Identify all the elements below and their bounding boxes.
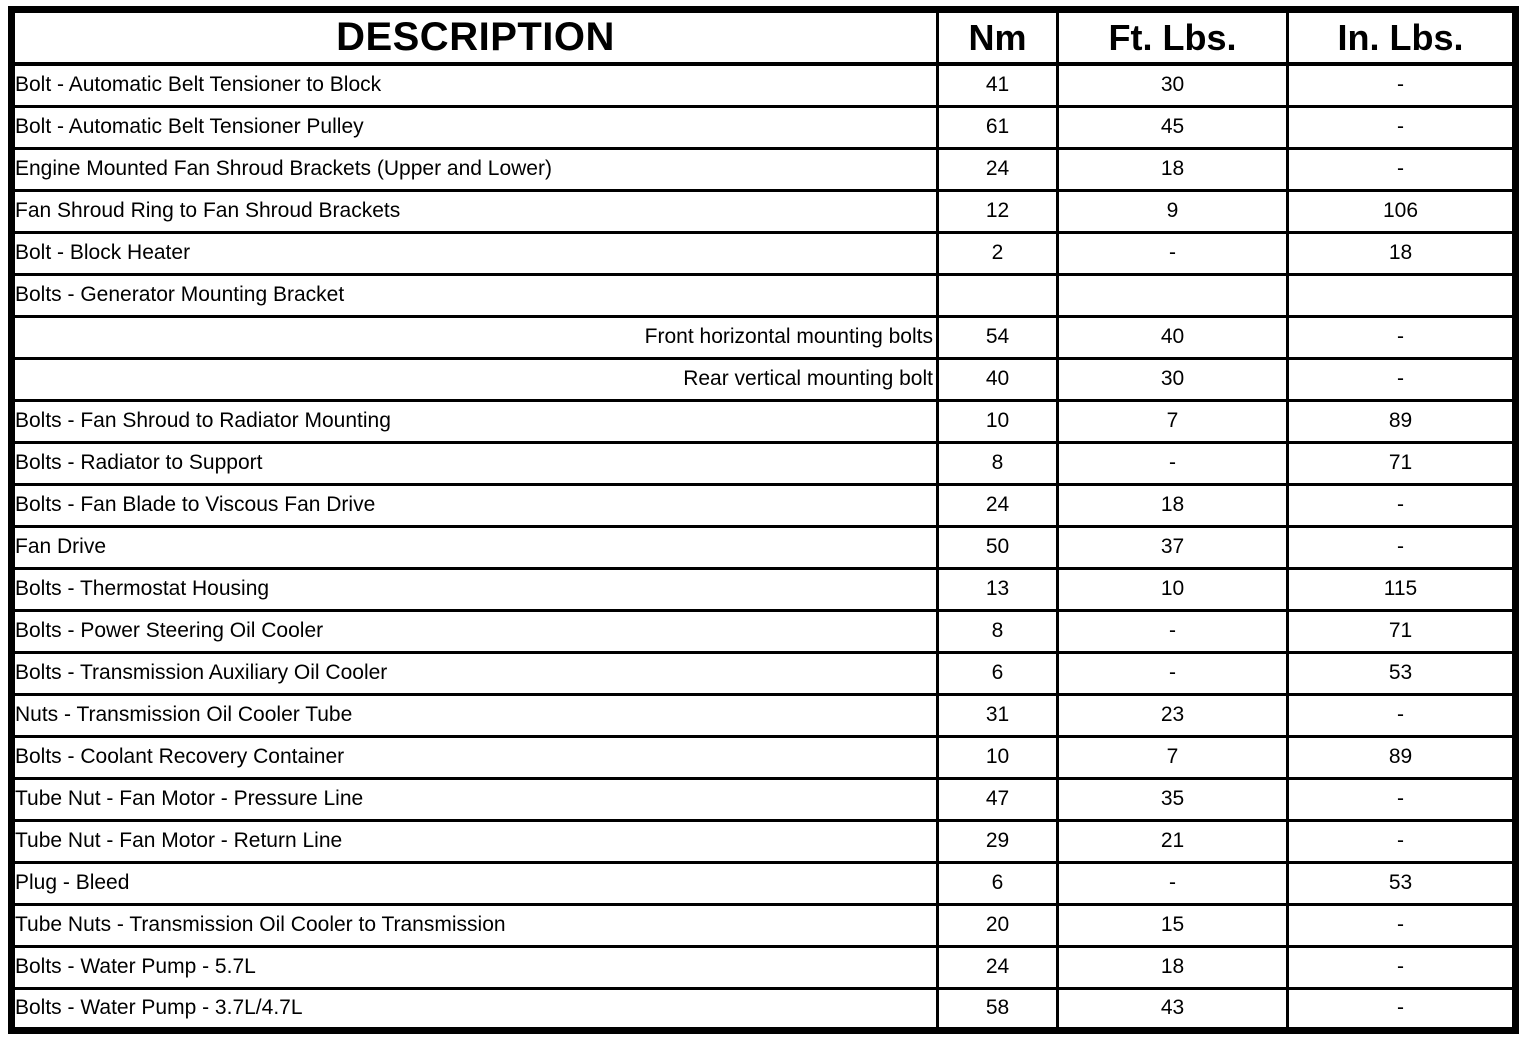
in-lbs-value-cell: - [1288, 778, 1516, 820]
description-cell: Tube Nut - Fan Motor - Pressure Line [12, 778, 938, 820]
nm-value-cell: 8 [938, 610, 1058, 652]
description-cell: Tube Nuts - Transmission Oil Cooler to Transmission [12, 904, 938, 946]
description-cell: Plug - Bleed [12, 862, 938, 904]
table-row [12, 778, 1516, 820]
nm-value-cell: 10 [938, 400, 1058, 442]
in-lbs-value-cell: 89 [1288, 400, 1516, 442]
ft-lbs-value-cell: 40 [1058, 316, 1288, 358]
description-cell: Bolts - Fan Shroud to Radiator Mounting [12, 400, 938, 442]
in-lbs-value-cell: - [1288, 526, 1516, 568]
ft-lbs-value-cell: 30 [1058, 358, 1288, 400]
nm-value-cell: 50 [938, 526, 1058, 568]
ft-lbs-value-cell: 10 [1058, 568, 1288, 610]
nm-value-cell: 24 [938, 148, 1058, 190]
description-cell: Bolts - Water Pump - 3.7L/4.7L [12, 988, 938, 1030]
table-row [12, 358, 1516, 400]
ft-lbs-value-cell: 7 [1058, 400, 1288, 442]
header-in-lbs: In. Lbs. [1288, 10, 1516, 65]
table-row [12, 316, 1516, 358]
nm-value-cell: 58 [938, 988, 1058, 1030]
nm-value-cell: 24 [938, 484, 1058, 526]
ft-lbs-value-cell: - [1058, 232, 1288, 274]
in-lbs-value-cell: - [1288, 988, 1516, 1030]
nm-value-cell: 31 [938, 694, 1058, 736]
in-lbs-value-cell: 115 [1288, 568, 1516, 610]
ft-lbs-value-cell: - [1058, 862, 1288, 904]
in-lbs-value-cell: 53 [1288, 652, 1516, 694]
description-cell: Bolt - Automatic Belt Tensioner to Block [12, 64, 938, 106]
nm-value-cell: 40 [938, 358, 1058, 400]
table-row [12, 652, 1516, 694]
table-row [12, 862, 1516, 904]
description-cell: Bolts - Thermostat Housing [12, 568, 938, 610]
in-lbs-value-cell: - [1288, 904, 1516, 946]
in-lbs-value-cell [1288, 274, 1516, 316]
in-lbs-value-cell: - [1288, 694, 1516, 736]
description-cell: Bolts - Radiator to Support [12, 442, 938, 484]
ft-lbs-value-cell [1058, 274, 1288, 316]
ft-lbs-value-cell: 9 [1058, 190, 1288, 232]
nm-value-cell: 29 [938, 820, 1058, 862]
ft-lbs-value-cell: 18 [1058, 946, 1288, 988]
description-cell: Bolts - Coolant Recovery Container [12, 736, 938, 778]
table-row [12, 568, 1516, 610]
description-cell: Bolts - Generator Mounting Bracket [12, 274, 938, 316]
table-row [12, 400, 1516, 442]
ft-lbs-value-cell: - [1058, 610, 1288, 652]
table-row [12, 274, 1516, 316]
table-row [12, 694, 1516, 736]
table-row [12, 148, 1516, 190]
description-cell: Bolts - Fan Blade to Viscous Fan Drive [12, 484, 938, 526]
nm-value-cell: 24 [938, 946, 1058, 988]
table-row [12, 64, 1516, 106]
header-row [12, 10, 1516, 65]
nm-value-cell: 13 [938, 568, 1058, 610]
in-lbs-value-cell: 71 [1288, 442, 1516, 484]
table-body [12, 64, 1516, 1030]
ft-lbs-value-cell: 37 [1058, 526, 1288, 568]
torque-spec-table [8, 6, 1519, 1034]
nm-value-cell: 10 [938, 736, 1058, 778]
header-nm: Nm [938, 10, 1058, 65]
in-lbs-value-cell: - [1288, 484, 1516, 526]
in-lbs-value-cell: - [1288, 820, 1516, 862]
in-lbs-value-cell: 71 [1288, 610, 1516, 652]
description-cell: Front horizontal mounting bolts [12, 316, 938, 358]
ft-lbs-value-cell: 35 [1058, 778, 1288, 820]
in-lbs-value-cell: 18 [1288, 232, 1516, 274]
description-cell: Fan Drive [12, 526, 938, 568]
ft-lbs-value-cell: 45 [1058, 106, 1288, 148]
ft-lbs-value-cell: - [1058, 442, 1288, 484]
ft-lbs-value-cell: 43 [1058, 988, 1288, 1030]
in-lbs-value-cell: 53 [1288, 862, 1516, 904]
description-cell: Bolts - Transmission Auxiliary Oil Cooler [12, 652, 938, 694]
description-cell: Bolt - Automatic Belt Tensioner Pulley [12, 106, 938, 148]
nm-value-cell [938, 274, 1058, 316]
nm-value-cell: 6 [938, 652, 1058, 694]
ft-lbs-value-cell: 21 [1058, 820, 1288, 862]
ft-lbs-value-cell: 7 [1058, 736, 1288, 778]
header-ft-lbs: Ft. Lbs. [1058, 10, 1288, 65]
table-row [12, 484, 1516, 526]
table-row [12, 820, 1516, 862]
table-row [12, 232, 1516, 274]
ft-lbs-value-cell: 18 [1058, 148, 1288, 190]
table-row [12, 526, 1516, 568]
table-header [12, 10, 1516, 65]
nm-value-cell: 61 [938, 106, 1058, 148]
ft-lbs-value-cell: 15 [1058, 904, 1288, 946]
table-row [12, 442, 1516, 484]
nm-value-cell: 2 [938, 232, 1058, 274]
description-cell: Bolts - Water Pump - 5.7L [12, 946, 938, 988]
table-row [12, 610, 1516, 652]
torque-spec-sheet [8, 6, 1512, 1034]
nm-value-cell: 41 [938, 64, 1058, 106]
table-row [12, 904, 1516, 946]
description-cell: Tube Nut - Fan Motor - Return Line [12, 820, 938, 862]
description-cell: Bolt - Block Heater [12, 232, 938, 274]
ft-lbs-value-cell: 23 [1058, 694, 1288, 736]
description-cell: Fan Shroud Ring to Fan Shroud Brackets [12, 190, 938, 232]
ft-lbs-value-cell: 18 [1058, 484, 1288, 526]
description-cell: Nuts - Transmission Oil Cooler Tube [12, 694, 938, 736]
table-row [12, 106, 1516, 148]
table-row [12, 736, 1516, 778]
table-row [12, 190, 1516, 232]
nm-value-cell: 8 [938, 442, 1058, 484]
nm-value-cell: 20 [938, 904, 1058, 946]
in-lbs-value-cell: - [1288, 64, 1516, 106]
header-description: DESCRIPTION [12, 10, 938, 65]
in-lbs-value-cell: - [1288, 946, 1516, 988]
nm-value-cell: 54 [938, 316, 1058, 358]
nm-value-cell: 47 [938, 778, 1058, 820]
ft-lbs-value-cell: - [1058, 652, 1288, 694]
in-lbs-value-cell: - [1288, 106, 1516, 148]
nm-value-cell: 12 [938, 190, 1058, 232]
table-row [12, 946, 1516, 988]
description-cell: Bolts - Power Steering Oil Cooler [12, 610, 938, 652]
in-lbs-value-cell: - [1288, 148, 1516, 190]
in-lbs-value-cell: 106 [1288, 190, 1516, 232]
in-lbs-value-cell: 89 [1288, 736, 1516, 778]
ft-lbs-value-cell: 30 [1058, 64, 1288, 106]
in-lbs-value-cell: - [1288, 358, 1516, 400]
description-cell: Engine Mounted Fan Shroud Brackets (Upper and Lower) [12, 148, 938, 190]
in-lbs-value-cell: - [1288, 316, 1516, 358]
nm-value-cell: 6 [938, 862, 1058, 904]
table-row [12, 988, 1516, 1030]
description-cell: Rear vertical mounting bolt [12, 358, 938, 400]
